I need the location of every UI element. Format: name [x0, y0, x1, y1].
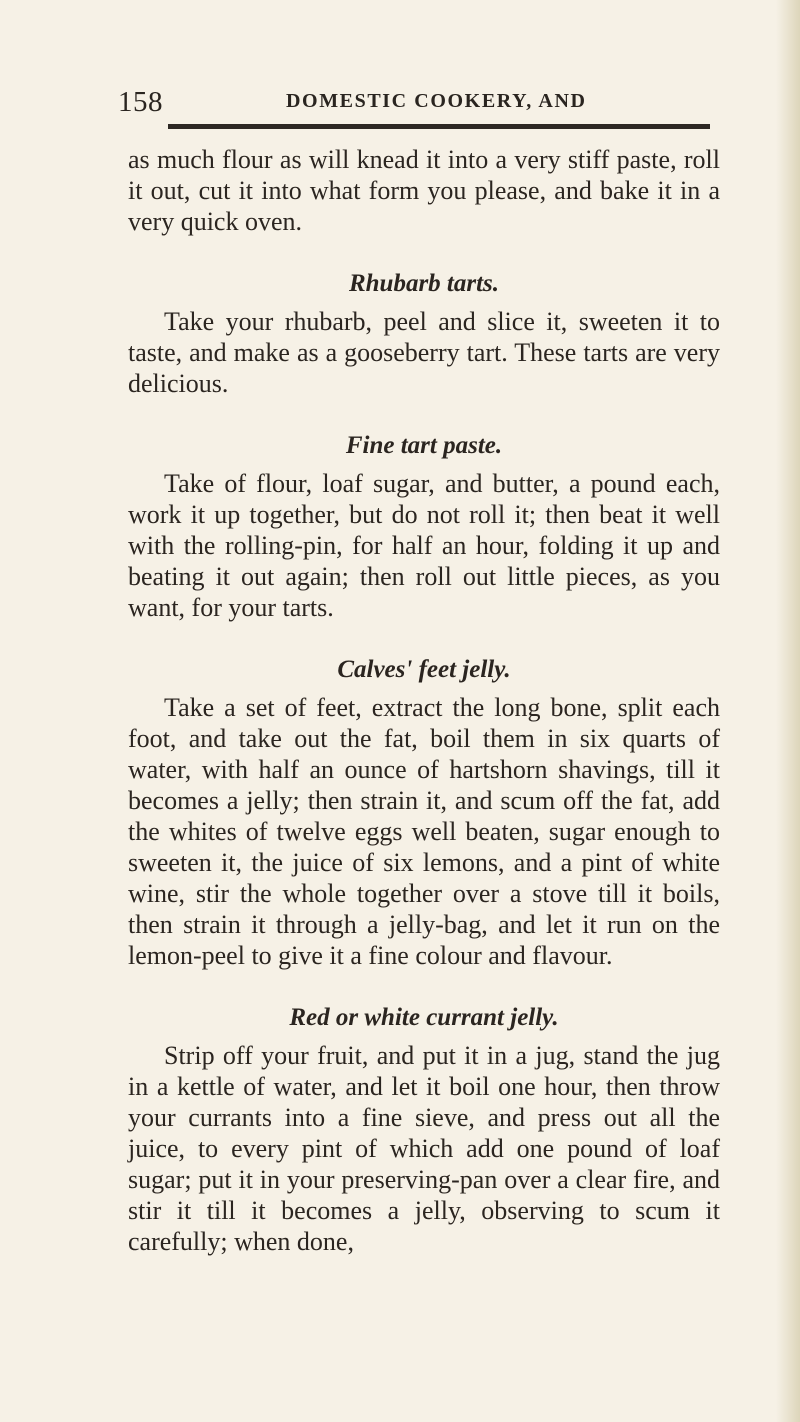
- header-rule: [168, 124, 710, 129]
- recipe-title-currant-jelly: Red or white currant jelly.: [289, 1004, 559, 1031]
- page-number: 158: [118, 86, 163, 118]
- recipe-title-calves-feet-jelly: Calves' feet jelly.: [337, 656, 511, 683]
- running-title: DOMESTIC COOKERY, AND: [286, 90, 587, 112]
- recipe-title-fine-tart-paste: Fine tart paste.: [345, 432, 503, 459]
- recipe-text-fine-tart-paste: Take of flour, loaf sugar, and butter, a pound each, work it up together, but do not roll it; then beat it well with the rolling-pin, for half an hour, folding it up and beating it out again; then roll out little pieces, as you want, for your tarts.: [128, 469, 720, 622]
- page-body: [128, 144, 720, 1257]
- recipe-text-rhubarb-tarts: Take your rhubarb, peel and slice it, sweeten it to taste, and make as a gooseberry tart. These tarts are very delicious.: [128, 307, 720, 398]
- recipe-title-rhubarb-tarts: Rhubarb tarts.: [348, 270, 500, 297]
- recipe-text-calves-feet-jelly: Take a set of feet, extract the long bone, split each foot, and take out the fat, boil them in six quarts of water, with half an ounce of hartshorn shavings, till it becomes a jelly; then strain it, and scum off the fat, add the whites of twelve eggs well beaten, sugar enough to sweeten it, the juice of six lemons, and a pint of white wine, stir the whole together over a stove till it boils, then strain it through a jelly-bag, and let it run on the lemon-peel to give it a fine colour and flavour.: [128, 693, 720, 970]
- running-head: [118, 86, 738, 116]
- continued-paragraph: as much flour as will knead it into a very stiff paste, roll it out, cut it into what form you please, and bake it in a very quick oven.: [128, 145, 720, 236]
- recipe-text-currant-jelly: Strip off your fruit, and put it in a jug, stand the jug in a kettle of water, and let it boil one hour, then throw your currants into a fine sieve, and press out all the juice, to every pint of which add one pound of loaf sugar; put it in your preserving-pan over a clear fire, and stir it till it becomes a jelly, observing to scum it carefully; when done,: [128, 1041, 720, 1256]
